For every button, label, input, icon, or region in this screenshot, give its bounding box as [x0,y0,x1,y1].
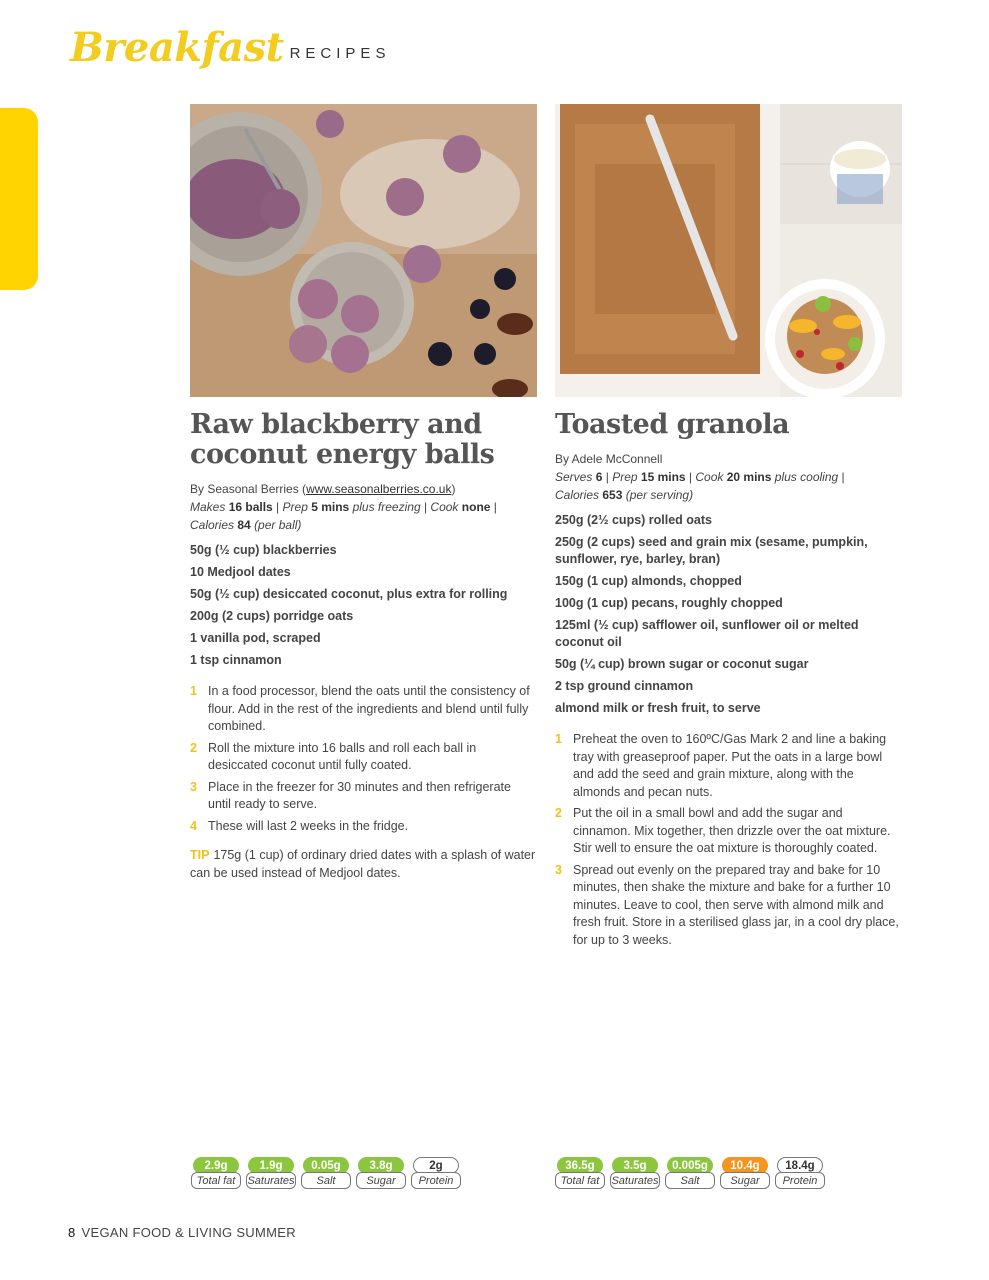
nutrition-panel-energy-balls [191,1157,466,1189]
step-number: 1 [555,732,562,746]
ingredient: 150g (1 cup) almonds, chopped [555,574,742,588]
step-text: Preheat the oven to 160ºC/Gas Mark 2 and line a baking tray with greaseproof paper. Put the oats in a large bowl and add the seed and grain mixture, along with the almonds and pecan nuts. [573,732,887,799]
section-label: RECIPES [289,45,391,62]
nutrition-label: Protein [775,1172,825,1189]
yield-value: 16 balls [228,500,273,514]
ingredients-list [190,542,537,669]
step-text: Roll the mixture into 16 balls and roll each ball in desiccated coconut until fully coated. [208,740,477,772]
method-step [555,805,902,858]
recipe-toasted-granola [555,410,902,953]
method-steps [190,683,537,835]
ingredient: 50g (½ cup) desiccated coconut, plus extra for rolling [190,587,508,601]
nutrition-item [610,1157,660,1189]
recipe-title: Toasted granola [555,409,790,440]
ingredient: 250g (2 cups) seed and grain mix (sesame, pumpkin, sunflower, rye, barley, bran) [555,535,868,566]
prep-value: 5 mins [311,500,350,514]
energy-balls-photo [190,104,537,397]
ingredient: 10 Medjool dates [190,565,291,579]
nutrition-item [555,1157,605,1189]
method-steps [555,731,902,949]
nutrition-label: Saturates [246,1172,296,1189]
step-number: 1 [190,684,197,698]
nutrition-label: Saturates [610,1172,660,1189]
edge-tab [0,108,38,290]
source-link[interactable]: www.seasonalberries.co.uk [306,482,452,496]
prep-label: Prep [612,470,638,484]
prep-label: Prep [282,500,308,514]
step-number: 2 [190,740,197,755]
nutrition-value: 2.9g [193,1157,239,1174]
tip-text: 175g (1 cup) of ordinary dried dates with a splash of water can be used instead of Medjool dates. [190,848,536,880]
recipe-tip [190,847,537,882]
step-text: These will last 2 weeks in the fridge. [208,818,409,833]
step-number: 3 [190,779,197,794]
nutrition-value: 18.4g [777,1157,823,1174]
nutrition-value: 2g [413,1157,459,1174]
method-step [190,740,537,775]
nutrition-label: Total fat [191,1172,241,1189]
calories-note: (per ball) [254,518,302,532]
ingredient: 1 vanilla pod, scraped [190,631,321,645]
nutrition-label: Salt [665,1172,715,1189]
method-step [555,862,902,950]
section-header [70,24,391,71]
ingredient: 100g (1 cup) pecans, roughly chopped [555,596,783,610]
cook-value: none [461,500,491,514]
nutrition-item [665,1157,715,1189]
nutrition-label: Sugar [356,1172,406,1189]
step-number: 2 [555,806,562,820]
nutrition-value: 1.9g [248,1157,294,1174]
yield-label: Makes [190,500,226,514]
calories-value: 84 [237,518,251,532]
cook-note: plus cooling [774,470,839,484]
granola-photo [555,104,902,397]
calories-label: Calories [555,488,600,502]
nutrition-value: 0.05g [303,1157,349,1174]
step-text: Place in the freezer for 30 minutes and then refrigerate until ready to serve. [208,779,511,811]
calories-label: Calories [190,518,235,532]
nutrition-value: 3.8g [358,1157,404,1174]
calories-note: (per serving) [625,488,694,502]
ingredient: 50g (¼ cup) brown sugar or coconut sugar [555,657,809,671]
calories-value: 653 [602,488,623,502]
recipe-meta: By Seasonal Berries (www.seasonalberries.co.uk) Makes 16 balls | Prep 5 mins plus freezing | Cook none | Calories 84 (per ball) [190,482,497,532]
prep-value: 15 mins [640,470,686,484]
nutrition-item [775,1157,825,1189]
recipe-meta: By Adele McConnell Serves 6 | Prep 15 mins | Cook 20 mins plus cooling | Calories 653 (per serving) [555,452,845,502]
ingredient: 2 tsp ground cinnamon [555,679,694,693]
method-step [190,779,537,814]
nutrition-value: 36.5g [557,1157,603,1174]
nutrition-label: Total fat [555,1172,605,1189]
step-text: Put the oil in a small bowl and add the sugar and cinnamon. Mix together, then drizzle over the oat mixture. Stir well to ensure the oat mixture is thoroughly coated. [573,806,891,855]
step-number: 3 [555,862,562,877]
section-script-title: Breakfast [70,24,284,71]
ingredient: 50g (½ cup) blackberries [190,543,337,557]
tip-label: TIP [190,848,210,862]
nutrition-item [356,1157,406,1189]
yield-value: 6 [595,470,603,484]
ingredient: almond milk or fresh fruit, to serve [555,701,761,715]
nutrition-value: 10.4g [722,1157,768,1174]
recipe-energy-balls [190,410,537,882]
step-text: In a food processor, blend the oats until the consistency of flour. Add in the rest of the ingredients and blend until fully combined. [208,684,530,733]
byline: By Seasonal Berries ( [190,482,307,496]
nutrition-item [191,1157,241,1189]
yield-label: Serves [555,470,593,484]
nutrition-panel-granola [555,1157,830,1189]
byline-close: ) [451,482,456,496]
nutrition-value: 3.5g [612,1157,658,1174]
step-number: 4 [190,818,197,833]
ingredient: 1 tsp cinnamon [190,653,282,667]
page-footer [68,1225,296,1240]
prep-note: plus freezing [352,500,421,514]
method-step [555,731,902,801]
ingredient: 125ml (½ cup) safflower oil, sunflower oil or melted coconut oil [555,618,859,649]
nutrition-label: Protein [411,1172,461,1189]
ingredient: 200g (2 cups) porridge oats [190,609,354,623]
cook-label: Cook [695,470,724,484]
page-number: 8 [68,1225,76,1240]
nutrition-label: Sugar [720,1172,770,1189]
nutrition-item [246,1157,296,1189]
method-step [190,818,537,836]
cook-value: 20 mins [726,470,772,484]
step-text: Spread out evenly on the prepared tray and bake for 10 minutes, then shake the mixture and bake for a further 10 minutes. Leave to cool, then serve with almond milk and fresh fruit. Store in a sterilised glass jar, in a cool dry place, for up to 3 weeks. [573,862,899,947]
nutrition-value: 0.005g [667,1157,713,1174]
ingredients-list [555,512,902,717]
nutrition-item [411,1157,461,1189]
byline: By Adele McConnell [555,452,663,466]
nutrition-item [720,1157,770,1189]
recipe-title: Raw blackberry and coconut energy balls [190,409,495,470]
magazine-name: VEGAN FOOD & LIVING SUMMER [81,1225,296,1240]
nutrition-item [301,1157,351,1189]
cook-label: Cook [430,500,459,514]
nutrition-label: Salt [301,1172,351,1189]
method-step [190,683,537,736]
ingredient: 250g (2½ cups) rolled oats [555,513,712,527]
